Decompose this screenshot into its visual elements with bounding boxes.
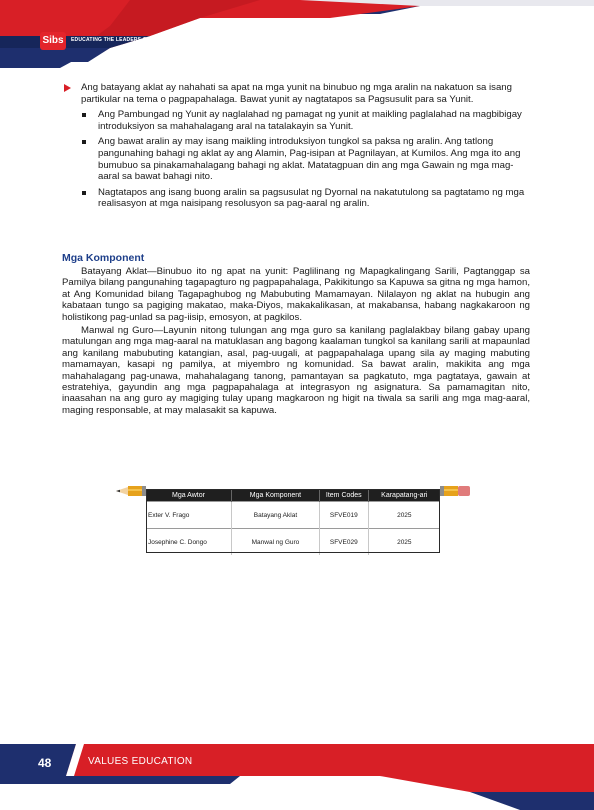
square-bullet-icon (82, 140, 86, 144)
main-bullet (62, 82, 530, 105)
column-header: Item Codes (319, 489, 368, 502)
footer-graphic (0, 744, 594, 810)
main-bullet-text: Ang batayang aklat ay nahahati sa apat na mga yunit na binubuo ng mga aralin na nakatuon sa isang partikular na tema o pagpapahalaga. Bawat yunit ay nagtatapos sa Pagsusulit para sa Yunit. (81, 82, 512, 105)
table-cell: Exter V. Frago (146, 502, 231, 529)
components-table (146, 489, 440, 555)
column-header: Karapatang-ari (368, 489, 440, 502)
components-table-wrapper (116, 486, 478, 556)
table-header-row (146, 489, 440, 502)
brand-logo: Sibs (40, 32, 66, 50)
intro-section (62, 82, 530, 214)
brand-tagline: EDUCATING THE LEADERS OF TOMORROW (71, 37, 185, 43)
triangle-bullet-icon (64, 84, 71, 92)
table-cell: SFVE019 (319, 502, 368, 529)
column-header: Mga Awtor (146, 489, 231, 502)
table-cell: Josephine C. Dongo (146, 529, 231, 556)
column-header: Mga Komponent (231, 489, 319, 502)
table-cell: Batayang Aklat (231, 502, 319, 529)
page-footer (0, 744, 594, 810)
sub-bullet-text: Nagtatapos ang isang buong aralin sa pagsusulat ng Dyornal na nakatutulong sa pagtatamo ng mga realisasyon at mga naisipang resolusyon sa pag-aaral ng aralin. (98, 186, 525, 210)
section-title: Mga Komponent (62, 252, 145, 264)
sub-bullet-list (62, 109, 530, 210)
header-graphic (0, 0, 594, 72)
sub-bullet-text: Ang bawat aralin ay may isang maikling introduksiyon tungkol sa paksa ng aralin. Ang tatlong pangunahing bahagi ng aklat ay ang Alamin, Pag-isipan at Pagnilayan, at Kumilos. Ang mga ito ang bumubuo sa pinakamahalagang bahagi ng aklat. Matatagpuan din ang mga Gawain ng mga mag-aaral sa bawat bahagi nito. (98, 136, 521, 183)
subject-label: VALUES EDUCATION (88, 756, 193, 767)
table-cell: SFVE029 (319, 529, 368, 556)
list-item (81, 109, 530, 132)
sub-bullet-text: Ang Pambungad ng Yunit ay naglalahad ng pamagat ng yunit at maikling paglalahad na magbibigay introduksiyon sa mahahalagang aral na tatalakayin sa Yunit. (98, 109, 522, 132)
table-cell: 2025 (368, 529, 440, 556)
table-cell: 2025 (368, 502, 440, 529)
table-cell: Manwal ng Guro (231, 529, 319, 556)
paragraph: Batayang Aklat—Binubuo ito ng apat na yunit: Paglilinang ng Mapagkalingang Sarili, Pagtanggap sa Pamilya bilang pangunahing tagapagturo ng pagpapahalaga, Pakikitungo sa Kapuwa sa gitna ng mga hamon, at Ang Komunidad bilang Tagapaghubog ng Mabubuting Mamamayan. Nilalayon ng aklat na hubugin ang kabataan tungo sa pagiging makatao, maka-Diyos, makakalikasan, at makabansa, habang nagkakaroon ng holistikong pag-unlad sa pag-iisip, emosyon, at pagkilos. (62, 266, 530, 323)
section-body (62, 266, 530, 418)
square-bullet-icon (82, 191, 86, 195)
page-number: 48 (38, 756, 52, 770)
page-header (0, 0, 594, 72)
table-row (146, 502, 440, 529)
table-row (146, 529, 440, 556)
square-bullet-icon (82, 113, 86, 117)
paragraph: Manwal ng Guro—Layunin nitong tulungan ang mga guro sa kanilang paglalakbay bilang gabay upang matulungan ang mga mag-aaral na matuklasan ang bagong kaalaman tungkol sa kanilang sarili at mapaunlad ang kanilang mabubuting katangian, asal, pag-uugali, at pagpapahalaga upang sila ay maging mabuting mamamayan, kasapi ng pamilya, at miyembro ng komunidad. Sa bawat aralin, makikita ang mga mahahalagang pag-unawa, mahahalagang tanong, pamantayan sa pagkatuto, mga pagtataya, gawain at estratehiya, gayundin ang mga pagpapahalaga at integrasyon ng asignatura. Sa pamamagitan nito, inaasahan na ang guro ay magiging tulay upang magkaroon ng higit na tiwala sa sarili ang mga mag-aaral, maging responsable, at may malasakit sa kapuwa. (62, 325, 530, 416)
list-item (81, 136, 530, 182)
list-item (81, 187, 530, 210)
